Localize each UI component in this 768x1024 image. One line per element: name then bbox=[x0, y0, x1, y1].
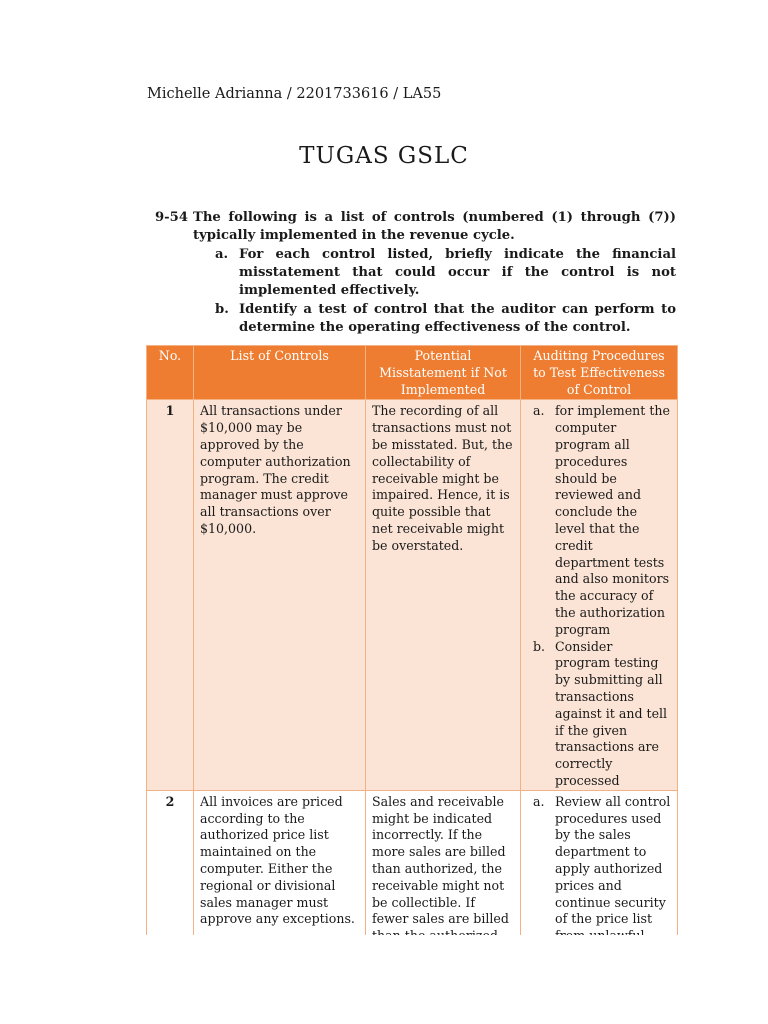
control-text: All transactions under $10,000 may be approved by the computer authorization program. The credit manager must approve all transactions over $10,000. bbox=[200, 403, 351, 536]
header-list-of-controls: List of Controls bbox=[194, 346, 366, 400]
table-row bbox=[147, 400, 678, 790]
procedure-text: Review all control procedures used by the sales department to apply authorized prices and continue security of the price list bbox=[555, 793, 671, 927]
control-text: All invoices are priced according to the authorized price list maintained on the computer. Either the regional or divisional sales manager must approve any exceptions. bbox=[200, 793, 355, 927]
part-text: Identify a test of control that the auditor can perform to determine the operating effectiveness of the control. bbox=[239, 302, 676, 335]
part-marker: b. bbox=[215, 302, 229, 317]
procedure-marker: a. bbox=[533, 403, 545, 419]
question-block bbox=[155, 209, 676, 337]
question-part-a bbox=[215, 246, 676, 300]
table-header-row bbox=[147, 346, 678, 400]
procedures-cell bbox=[521, 400, 678, 790]
procedure-marker: b. bbox=[533, 638, 546, 654]
misstatement-text: The recording of all transactions must not be misstated. But, the collectability of receivable might be impaired. Hence, it is quite possible that net receivable might be overstated. bbox=[372, 403, 513, 553]
part-marker: a. bbox=[215, 247, 229, 262]
document-title: TUGAS GSLC bbox=[299, 143, 469, 169]
procedure-text: Consider program testing by submitting all transactions against it and tell if the given transactions are correctly processed bbox=[555, 638, 668, 788]
header-auditing-procedures: Auditing Procedures to Test Effectiveness of Control bbox=[521, 346, 678, 400]
controls-table bbox=[146, 345, 678, 963]
misstatement-cell bbox=[366, 400, 521, 790]
row-number: 2 bbox=[147, 790, 194, 962]
row-number: 1 bbox=[147, 400, 194, 790]
author-line: Michelle Adrianna / 2201733616 / LA55 bbox=[147, 86, 442, 102]
page-bottom-margin bbox=[0, 935, 768, 1024]
header-potential-misstatement: Potential Misstatement if Not Implemented bbox=[366, 346, 521, 400]
procedure-marker: a. bbox=[533, 793, 545, 809]
control-cell bbox=[194, 400, 366, 790]
header-no: No. bbox=[147, 346, 194, 400]
question-number: 9-54 bbox=[155, 210, 189, 225]
question-text: The following is a list of controls (numbered (1) through (7)) typically implemented in the revenue cycle. bbox=[193, 210, 676, 243]
misstatement-text: Sales and receivable might be indicated incorrectly. If the more sales are billed than authorized, the receivable might not be collectible. If fewer sales are billed bbox=[372, 793, 509, 927]
procedure-text: for implement the computer program all procedures should be reviewed and conclude the level that the credit department tests and also monitors the accuracy of the authorization program bbox=[555, 403, 670, 637]
procedure-item bbox=[527, 639, 671, 790]
part-text: For each control listed, briefly indicate the financial misstatement that could occur if the control is not implemented effectively. bbox=[239, 247, 676, 298]
procedure-item bbox=[527, 403, 671, 638]
question-part-b bbox=[215, 301, 676, 337]
